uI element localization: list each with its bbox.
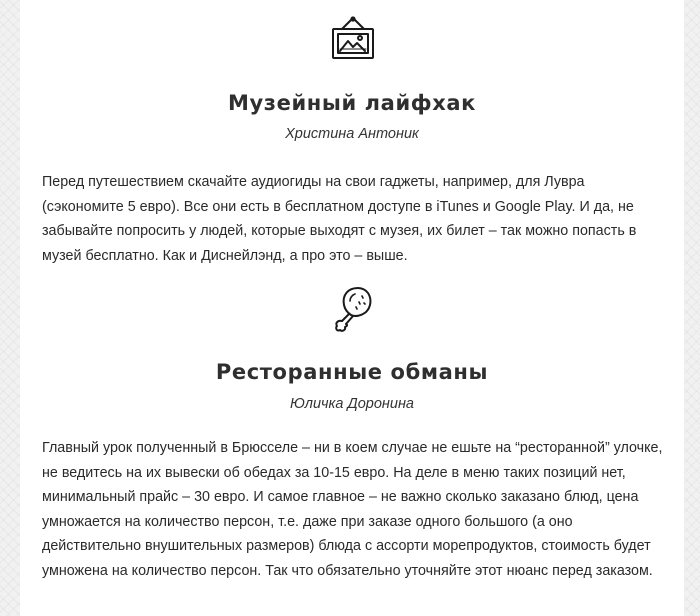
section-author: Христина Антоник	[285, 126, 419, 142]
section-text: Главный урок полученный в Брюсселе – ни в коем случае не ешьте на “ресторанной” улочке, не ведитесь на их вывески об обедах за 10-15 евро. На деле в меню таких позиций нет, минимальный прайс – 30 евро. И самое главное – не важно сколько заказано блюд, цена умножается на количество персон, т.е. даже при заказе одного большого (а оно действительно внушительных размеров) блюда с ассорти морепродуктов, стоимость будет умножена на количество персон. Так что обязательно уточняйте этот нюанс перед заказом.	[42, 440, 663, 579]
framed-picture-icon	[330, 16, 376, 60]
section-title: Музейный лайфхак	[228, 91, 476, 115]
section-title: Ресторанные обманы	[215, 360, 489, 384]
chicken-leg-icon	[331, 285, 375, 333]
section-author: Юличка Доронина	[289, 396, 414, 412]
section-text: Перед путешествием скачайте аудиогиды на свои гаджеты, например, для Лувра (сэкономите 5 евро). Все они есть в бесплатном доступе в iTunes и Google Play. И да, не забывайте попросить у людей, которые выходят с музея, их билет – так можно попасть в музей бесплатно. Как и Диснейлэнд, а про это – выше.	[42, 174, 637, 264]
article-page	[20, 0, 684, 616]
